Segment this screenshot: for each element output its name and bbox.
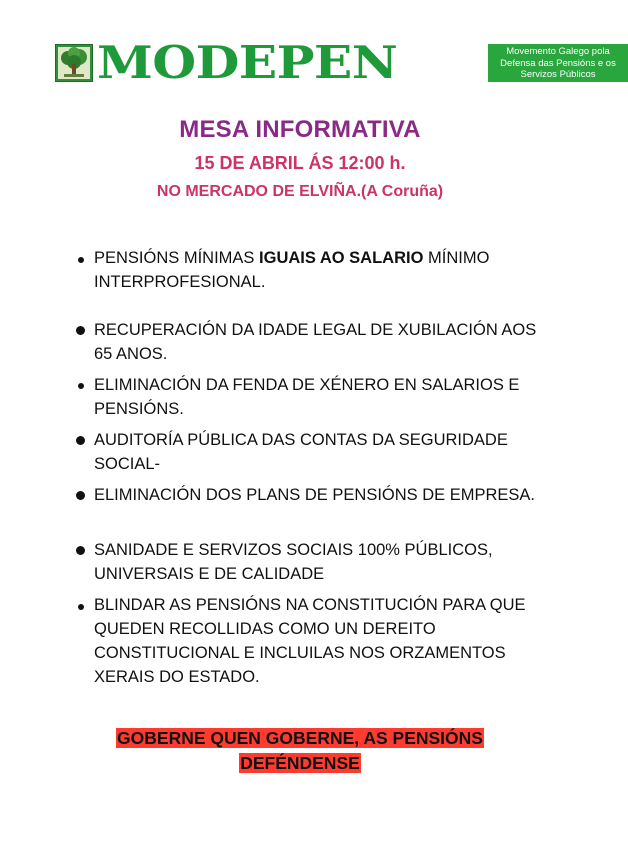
bullet-icon [76,546,85,555]
list-item-text: AUDITORÍA PÚBLICA DAS CONTAS DA SEGURIDADE SOCIAL- [94,431,508,473]
tree-icon [58,47,90,79]
slogan [0,726,600,776]
bullet-icon [76,326,85,335]
list-item-text: SANIDADE E SERVIZOS SOCIAIS 100% PÚBLICOS, UNIVERSAIS E DE CALIDADE [94,541,493,583]
emphasis-text: IGUAIS AO SALARIO [259,249,424,267]
list-item-text: ELIMINACIÓN DA FENDA DE XÉNERO EN SALARIOS E PENSIÓNS. [94,376,520,418]
list-item-text: ELIMINACIÓN DOS PLANS DE PENSIÓNS DE EMPRESA. [94,486,536,504]
bullet-icon [78,257,84,263]
text-segment: MÍNIMO INTERPROFESIONAL. [94,249,490,291]
list-item-text [94,246,554,294]
event-location: NO MERCADO DE ELVIÑA.(A Coruña) [156,183,444,200]
list-item-text: RECUPERACIÓN DA IDADE LEGAL DE XUBILACIÓN AOS 65 ANOS. [94,321,537,363]
slogan-line: DEFÉNDENSE [240,753,360,773]
logo [55,44,93,82]
event-date-time: 15 DE ABRIL ÁS 12:00 h. [194,153,406,173]
event-title: MESA INFORMATIVA [179,116,421,143]
tagline-line: Defensa das Pensións e os [500,57,616,69]
tagline-line: Movemento Galego pola [506,46,610,57]
header [55,36,616,89]
slogan-line: GOBERNE QUEN GOBERNE, AS PENSIÓNS [117,728,483,748]
list-item-text: BLINDAR AS PENSIÓNS NA CONSTITUCIÓN PARA QUE QUEDEN RECOLLIDAS COMO UN DEREITO CONSTITUCIONAL E INCLUILAS NOS ORZAMENTOS XERAIS DO ESTADO. [94,596,526,686]
bullet-icon [76,491,85,500]
brand-name: MODEPEN [97,36,398,89]
text-segment: PENSIÓNS MÍNIMAS [94,249,260,267]
bullet-icon [76,436,85,445]
tagline-line: Servizos Públicos [520,69,596,80]
bullet-icon [78,383,84,389]
bullet-icon [78,604,84,610]
brand-tagline [488,44,628,82]
